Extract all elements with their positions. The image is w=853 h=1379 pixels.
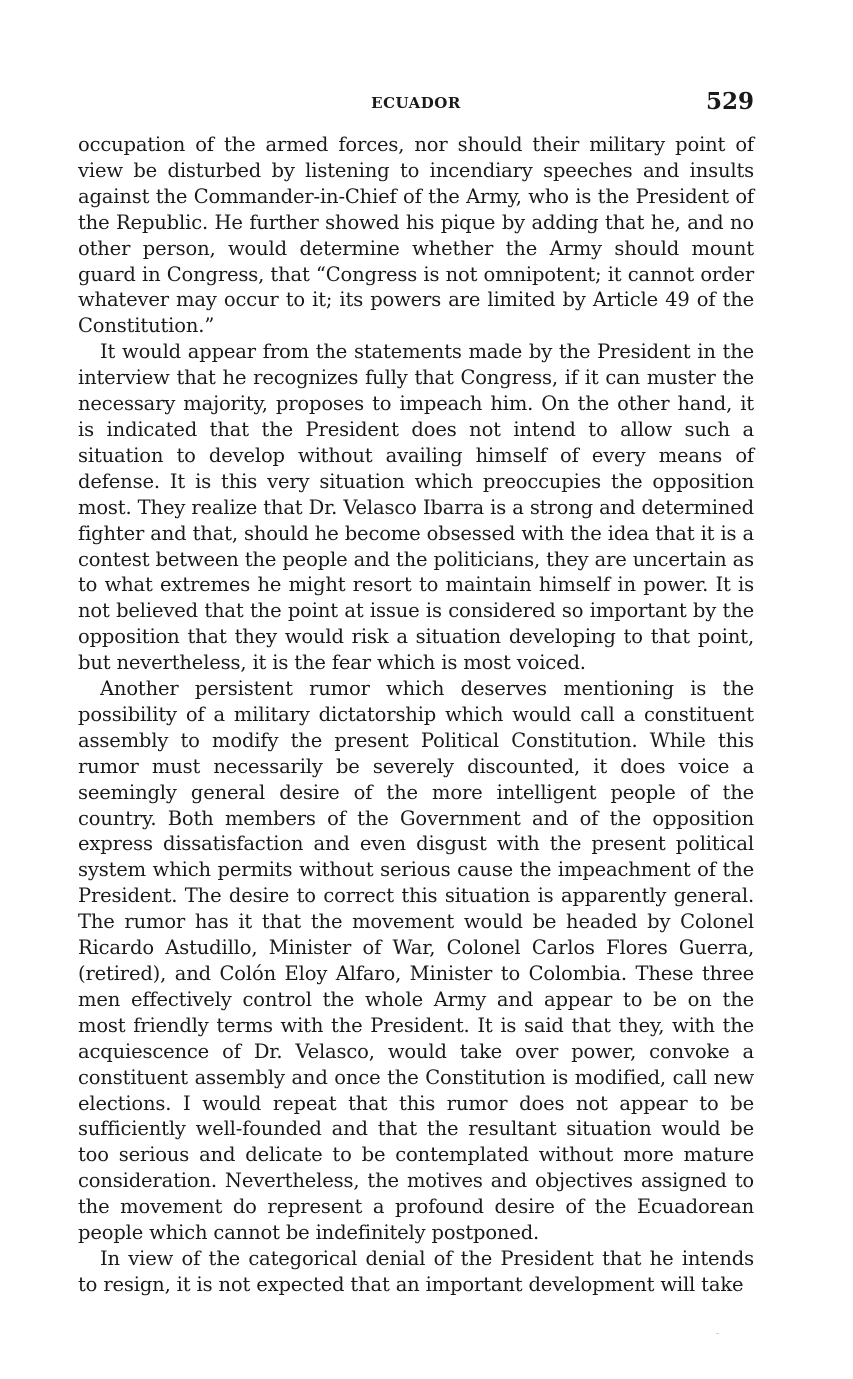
body-text: [78, 132, 754, 1298]
running-head: [78, 88, 754, 118]
paragraph-continuation: occupation of the armed forces, nor should their military point of view be disturbed by listening to incendiary speeches and insults against the Commander-in-Chief of the Army, who is the President of the Republic. He further showed his pique by adding that he, and no other person, would determine whether the Army should mount guard in Congress, that “Congress is not omnipotent; it cannot order whatever may occur to it; its powers are limited by Article 49 of the Constitution.”: [78, 133, 754, 338]
paragraph-military-rumor: Another persistent rumor which deserves mentioning is the possibility of a military dictatorship which would call a constituent assembly to modify the present Political Constitution. While this rumor must necessarily be severely discounted, it does voice a seemingly general desire of the more intelligent people of the country. Both members of the Government and of the opposition express dissatisfaction and even disgust with the present political system which permits without serious cause the impeachment of the President. The desire to correct this situation is apparently general. The rumor has it that the movement would be headed by Colonel Ricardo Astudillo, Minister of War, Colonel Carlos Flores Guerra, (retired), and Colón Eloy Alfaro, Minister to Colombia. These three men effectively control the whole Army and appear to be on the most friendly terms with the President. It is said that they, with the acquiescence of Dr. Velasco, would take over power, convoke a constituent assembly and once the Constitution is modified, call new elections. I would repeat that this rumor does not appear to be sufficiently well-founded and that the resultant situation would be too serious and delicate to be contemplated without more mature consideration. Nevertheless, the motives and objectives assigned to the movement do represent a profound desire of the Ecuadorean people which cannot be indefinitely postponed.: [78, 677, 754, 1245]
paragraph-impeachment: It would appear from the statements made by the President in the interview that he recognizes fully that Congress, if it can muster the necessary majority, proposes to impeach him. On the other hand, it is indicated that the President does not intend to allow such a situation to develop without availing himself of every means of defense. It is this very situation which preoccupies the opposition most. They realize that Dr. Velasco Ibarra is a strong and determined fighter and that, should he become obsessed with the idea that it is a contest between the people and the politicians, they are uncertain as to what extremes he might resort to maintain himself in power. It is not believed that the point at issue is considered so important by the opposition that they would risk a situation developing to that point, but nevertheless, it is the fear which is most voiced.: [78, 340, 754, 675]
running-title: ECUADOR: [371, 94, 461, 112]
page-number: 529: [705, 88, 754, 115]
paragraph-resignation-denial: In view of the categorical denial of the President that he intends to resign, it is not expected that an important development will take: [78, 1246, 754, 1296]
scan-speck: [716, 1333, 719, 1334]
